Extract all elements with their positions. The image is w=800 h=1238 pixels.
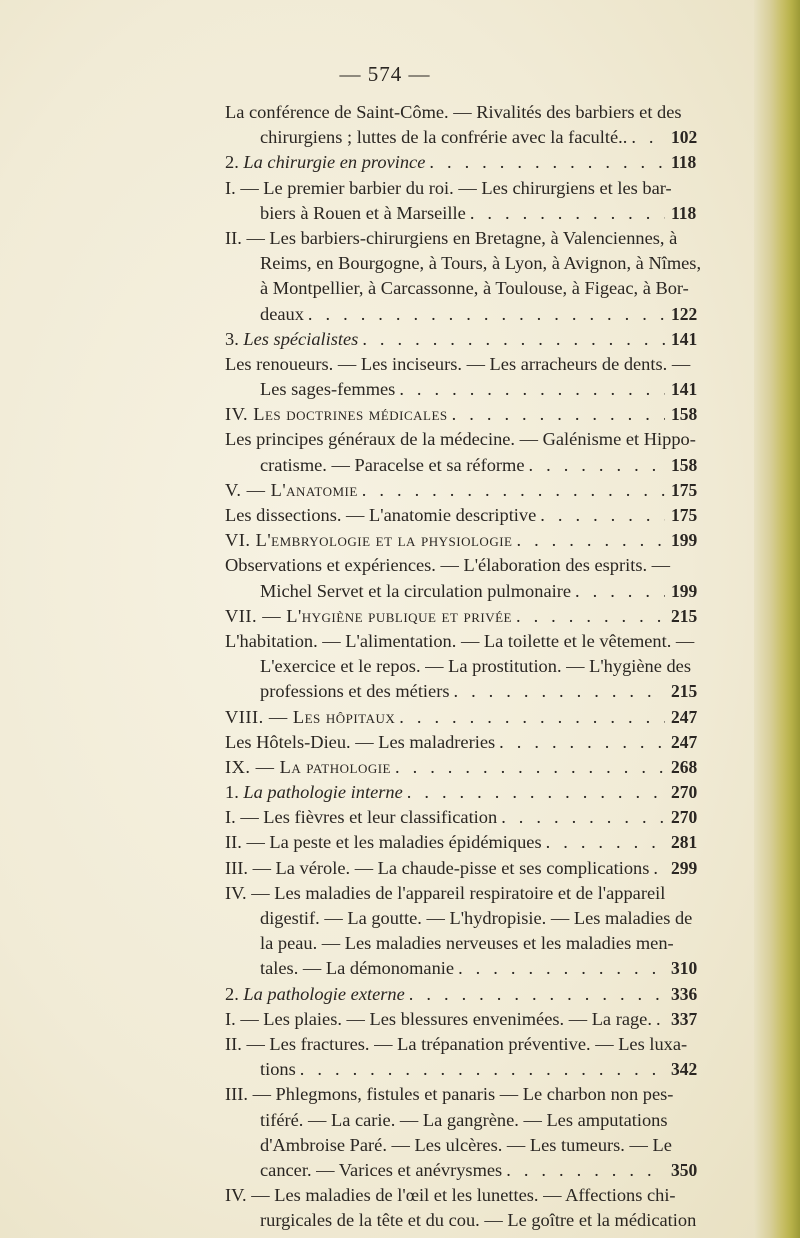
toc-line-with-page bbox=[0, 830, 711, 855]
toc-entry bbox=[0, 780, 800, 805]
toc-heading: 2. La chirurgie en province bbox=[225, 152, 426, 173]
toc-entry bbox=[0, 503, 800, 528]
page-ref: 270 bbox=[671, 807, 698, 828]
toc-line-with-page bbox=[0, 1158, 711, 1183]
dot-leader bbox=[399, 377, 665, 402]
dot-leader bbox=[656, 1007, 665, 1032]
toc-line: III. — Phlegmons, fistules et panaris — Le charbon non pes- bbox=[225, 1084, 674, 1105]
toc-entry bbox=[0, 982, 800, 1007]
toc-heading: cratisme. — Paracelse et sa réforme bbox=[260, 454, 525, 475]
toc-line-with-page bbox=[0, 755, 711, 780]
toc-line-with-page bbox=[0, 982, 711, 1007]
page-ref: 175 bbox=[671, 505, 698, 525]
toc-heading: Les Hôtels-Dieu. — Les maladreries bbox=[225, 731, 496, 752]
toc-line-with-page bbox=[0, 377, 711, 402]
toc-line: I. — Le premier barbier du roi. — Les chirurgiens et les bar- bbox=[225, 177, 672, 198]
toc-entry bbox=[0, 1183, 800, 1233]
toc-line-with-page bbox=[0, 679, 711, 704]
toc-heading: Les dissections. — L'anatomie descriptive bbox=[225, 505, 537, 525]
toc-entry bbox=[0, 553, 800, 603]
toc-line-with-page bbox=[0, 503, 711, 528]
toc-entry bbox=[0, 427, 800, 477]
toc-heading: IX. — La pathologie bbox=[225, 756, 391, 777]
dot-leader bbox=[516, 528, 665, 553]
toc-line-with-page bbox=[0, 805, 711, 830]
dot-leader bbox=[631, 125, 665, 150]
dot-leader bbox=[362, 327, 665, 352]
toc-entry bbox=[0, 1082, 800, 1183]
dot-leader bbox=[546, 830, 665, 855]
toc-line-with-page bbox=[0, 453, 711, 478]
toc-entry bbox=[0, 881, 800, 982]
toc-entry bbox=[0, 478, 800, 503]
page-ref: 310 bbox=[671, 958, 698, 979]
page-number: — 574 — bbox=[339, 62, 431, 86]
page-ref: 281 bbox=[671, 832, 698, 853]
toc-entry bbox=[0, 226, 800, 327]
page-ref: 141 bbox=[671, 328, 698, 349]
toc-line-with-page bbox=[0, 402, 711, 427]
toc-heading: chirurgiens ; luttes de la confrérie avec la faculté.. bbox=[260, 127, 628, 148]
toc-entry bbox=[0, 100, 800, 150]
toc-line-with-page bbox=[0, 528, 711, 553]
toc-line-with-page bbox=[0, 150, 711, 175]
toc-heading: 1. La pathologie interne bbox=[225, 782, 403, 803]
toc-entry bbox=[0, 1007, 800, 1032]
toc-line-with-page bbox=[0, 201, 711, 226]
toc-line: IV. — Les maladies de l'appareil respiratoire et de l'appareil bbox=[225, 882, 666, 903]
page-ref: 215 bbox=[671, 605, 698, 626]
toc-line-with-page bbox=[0, 478, 711, 503]
toc-line-with-page bbox=[0, 780, 711, 805]
toc-line: Observations et expériences. — L'élaboration des esprits. — bbox=[225, 555, 671, 576]
toc-line: digestif. — La goutte. — L'hydropisie. — Les maladies de bbox=[260, 908, 693, 928]
toc-line: à Montpellier, à Carcassonne, à Toulouse, à Figeac, à Bor- bbox=[260, 278, 689, 299]
toc-heading: tales. — La démonomanie bbox=[260, 958, 455, 979]
toc-line-with-page bbox=[0, 705, 711, 730]
page-ref: 337 bbox=[671, 1008, 698, 1029]
toc-heading: professions et des métiers bbox=[260, 681, 450, 702]
toc-entry bbox=[0, 830, 800, 855]
page-ref: 215 bbox=[671, 681, 698, 702]
toc-line-with-page bbox=[0, 1007, 711, 1032]
toc-line: rurgicales de la tête et du cou. — Le goître et la médication bbox=[260, 1210, 697, 1231]
toc-line-with-page bbox=[0, 302, 711, 327]
page-ref: 118 bbox=[671, 152, 697, 173]
dot-leader bbox=[575, 579, 665, 604]
toc-line-with-page bbox=[0, 1057, 711, 1082]
page-ref: 342 bbox=[671, 1059, 698, 1080]
toc-entry bbox=[0, 1032, 800, 1082]
dot-leader bbox=[407, 780, 665, 805]
dot-leader bbox=[540, 503, 665, 528]
toc-heading: 3. Les spécialistes bbox=[225, 328, 359, 349]
dot-leader bbox=[499, 730, 665, 755]
page-ref: 270 bbox=[671, 782, 698, 803]
toc-entry bbox=[0, 402, 800, 427]
toc-entry bbox=[0, 327, 800, 352]
toc-line: La conférence de Saint-Côme. — Rivalités des barbiers et des bbox=[225, 102, 682, 122]
toc-line: la peau. — Les maladies nerveuses et les maladies men- bbox=[260, 933, 674, 954]
toc-entry bbox=[0, 150, 800, 175]
page-ref: 199 bbox=[671, 580, 698, 601]
toc-heading: VIII. — Les hôpitaux bbox=[225, 706, 396, 727]
toc-heading: tions bbox=[260, 1059, 296, 1080]
toc-entry bbox=[0, 176, 800, 226]
toc-line-with-page bbox=[0, 579, 711, 604]
toc-line: Reims, en Bourgogne, à Tours, à Lyon, à Avignon, à Nîmes, bbox=[260, 253, 702, 274]
dot-leader bbox=[409, 982, 665, 1007]
toc-heading: Michel Servet et la circulation pulmonaire bbox=[260, 580, 571, 601]
dot-leader bbox=[429, 150, 665, 175]
page-ref: 247 bbox=[671, 731, 698, 752]
toc-heading: VI. L'embryologie et la physiologie bbox=[225, 530, 513, 551]
page-ref: 118 bbox=[671, 202, 697, 223]
page-ref: 268 bbox=[671, 756, 698, 777]
page-ref: 102 bbox=[671, 127, 698, 148]
dot-leader bbox=[470, 201, 665, 226]
toc-entry bbox=[0, 629, 800, 705]
toc-line: II. — Les barbiers-chirurgiens en Bretagne, à Valenciennes, à bbox=[225, 227, 678, 248]
toc-heading: biers à Rouen et à Marseille bbox=[260, 202, 466, 223]
toc-line: II. — Les fractures. — La trépanation préventive. — Les luxa- bbox=[225, 1033, 688, 1054]
toc-line-with-page bbox=[0, 956, 711, 981]
page-ref: 141 bbox=[671, 379, 698, 400]
table-of-contents bbox=[0, 100, 800, 1233]
toc-heading: I. — Les fièvres et leur classification bbox=[225, 807, 498, 828]
toc-heading: I. — Les plaies. — Les blessures envenimées. — La rage. bbox=[225, 1008, 652, 1029]
dot-leader bbox=[501, 805, 665, 830]
toc-heading: 2. La pathologie externe bbox=[225, 983, 405, 1004]
toc-entry bbox=[0, 755, 800, 780]
toc-entry bbox=[0, 730, 800, 755]
toc-heading: II. — La peste et les maladies épidémiques bbox=[225, 832, 542, 853]
dot-leader bbox=[452, 402, 665, 427]
dot-leader bbox=[529, 453, 666, 478]
dot-leader bbox=[453, 679, 665, 704]
dot-leader bbox=[506, 1158, 665, 1183]
toc-line-with-page bbox=[0, 856, 711, 881]
dot-leader bbox=[362, 478, 665, 503]
toc-line: L'habitation. — L'alimentation. — La toilette et le vêtement. — bbox=[225, 630, 695, 651]
page-ref: 158 bbox=[671, 404, 698, 425]
toc-line: Les principes généraux de la médecine. — Galénisme et Hippo- bbox=[225, 429, 696, 450]
toc-entry bbox=[0, 528, 800, 553]
toc-heading: Les sages-femmes bbox=[260, 379, 396, 400]
page-ref: 175 bbox=[671, 479, 698, 500]
page-ref: 336 bbox=[671, 983, 698, 1004]
page-ref: 199 bbox=[671, 530, 698, 551]
toc-heading: VII. — L'hygiène publique et privée bbox=[225, 605, 512, 626]
dot-leader bbox=[395, 755, 665, 780]
toc-heading: IV. Les doctrines médicales bbox=[225, 404, 448, 425]
toc-line-with-page bbox=[0, 125, 711, 150]
toc-entry bbox=[0, 604, 800, 629]
toc-line: L'exercice et le repos. — La prostitution. — L'hygiène des bbox=[260, 656, 692, 677]
dot-leader bbox=[399, 705, 665, 730]
dot-leader bbox=[653, 856, 665, 881]
toc-line-with-page bbox=[0, 730, 711, 755]
toc-line: d'Ambroise Paré. — Les ulcères. — Les tumeurs. — Le bbox=[260, 1134, 672, 1155]
dot-leader bbox=[300, 1057, 665, 1082]
dot-leader bbox=[458, 956, 665, 981]
toc-line: IV. — Les maladies de l'œil et les lunettes. — Affections chi- bbox=[225, 1185, 676, 1206]
toc-entry bbox=[0, 352, 800, 402]
toc-entry bbox=[0, 856, 800, 881]
toc-heading: deaux bbox=[260, 303, 304, 324]
toc-heading: V. — L'anatomie bbox=[225, 479, 358, 500]
toc-line: tiféré. — La carie. — La gangrène. — Les amputations bbox=[260, 1109, 668, 1130]
page-ref: 247 bbox=[671, 706, 698, 727]
toc-line-with-page bbox=[0, 327, 711, 352]
toc-heading: III. — La vérole. — La chaude-pisse et ses complications bbox=[225, 857, 650, 878]
dot-leader bbox=[308, 302, 665, 327]
toc-line: Les renoueurs. — Les inciseurs. — Les arracheurs de dents. — bbox=[225, 353, 691, 374]
page-ref: 350 bbox=[671, 1159, 698, 1180]
toc-entry bbox=[0, 705, 800, 730]
page-ref: 122 bbox=[671, 303, 698, 324]
page-ref: 299 bbox=[671, 857, 698, 878]
dot-leader bbox=[516, 604, 665, 629]
page-ref: 158 bbox=[671, 454, 698, 475]
toc-heading: cancer. — Varices et anévrysmes bbox=[260, 1159, 503, 1180]
toc-entry bbox=[0, 805, 800, 830]
toc-line-with-page bbox=[0, 604, 711, 629]
